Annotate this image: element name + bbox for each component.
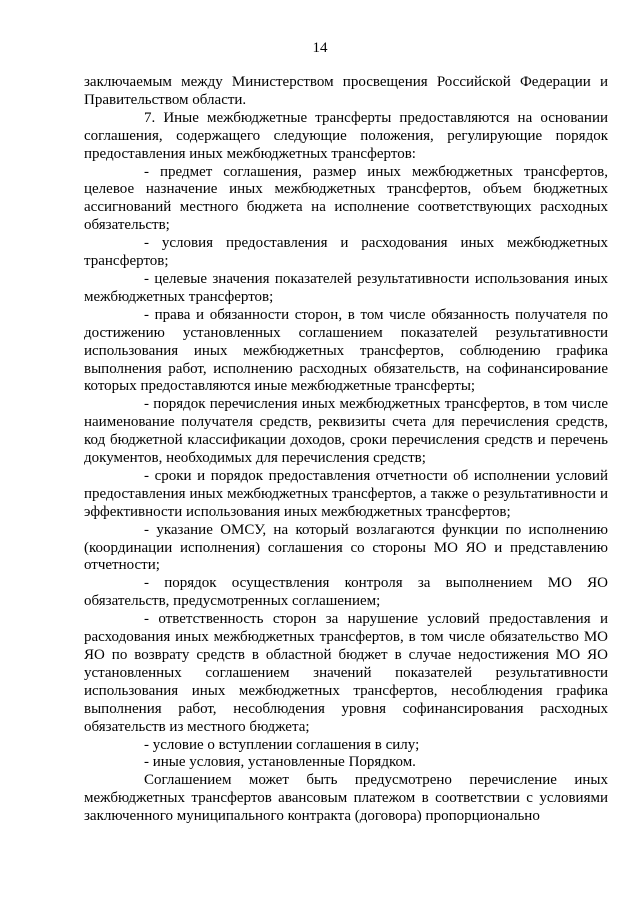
paragraph: заключаемым между Министерством просвещения Российской Федерации и Правительством области.	[84, 74, 608, 108]
document-body	[84, 74, 608, 826]
paragraph: - условие о вступлении соглашения в силу;	[144, 736, 420, 753]
paragraph: - иные условия, установленные Порядком.	[144, 754, 416, 771]
paragraph: - указание ОМСУ, на который возлагаются функции по исполнению (координации исполнения) соглашения со стороны МО ЯО и представлению отчетности;	[84, 521, 608, 574]
paragraph: - сроки и порядок предоставления отчетности об исполнении условий предоставления иных межбюджетных трансфертов, а также о результативности и эффективности использования иных межбюджетных трансфертов;	[84, 467, 608, 520]
paragraph: - условия предоставления и расходования иных межбюджетных трансфертов;	[84, 235, 608, 270]
paragraph: Соглашением может быть предусмотрено перечисление иных межбюджетных трансфертов авансовым платежом в соответствии с условиями заключенного муниципального контракта (договора) пропорционально	[84, 772, 608, 825]
paragraph: - порядок осуществления контроля за выполнением МО ЯО обязательств, предусмотренных соглашением;	[84, 575, 608, 610]
paragraph: - целевые значения показателей результативности использования иных межбюджетных трансфертов;	[84, 270, 608, 305]
paragraph: - ответственность сторон за нарушение условий предоставления и расходования иных межбюджетных трансфертов, в том числе обязательство МО ЯО по возврату средств в областной бюджет в случае недостижения МО ЯО установленных соглашением значений показателей результативности использования иных межбюджетных трансфертов, несоблюдения графика выполнения работ, несоблюдения уровня софинансирования расходных обязательств из местного бюджета;	[84, 611, 608, 735]
paragraph: - предмет соглашения, размер иных межбюджетных трансфертов, целевое назначение иных межбюджетных трансфертов, объем бюджетных ассигнований местного бюджета на исполнение соответствующих расходных обязательств;	[84, 163, 608, 234]
page-number: 14	[312, 40, 328, 56]
paragraph: - права и обязанности сторон, в том числе обязанность получателя по достижению установленных соглашением показателей результативности использования иных межбюджетных трансфертов, соблюдению графика выполнения работ, исполнению расходных обязательств, на софинансирование которых предоставляются иные межбюджетные трансферты;	[84, 306, 608, 395]
paragraph: 7. Иные межбюджетные трансферты предоставляются на основании соглашения, содержащего следующие положения, регулирующие порядок предоставления иных межбюджетных трансфертов:	[84, 109, 608, 162]
paragraph: - порядок перечисления иных межбюджетных трансфертов, в том числе наименование получателя средств, реквизиты счета для перечисления средств, код бюджетной классификации доходов, сроки перечисления средств и перечень документов, необходимых для перечисления средств;	[84, 396, 608, 467]
